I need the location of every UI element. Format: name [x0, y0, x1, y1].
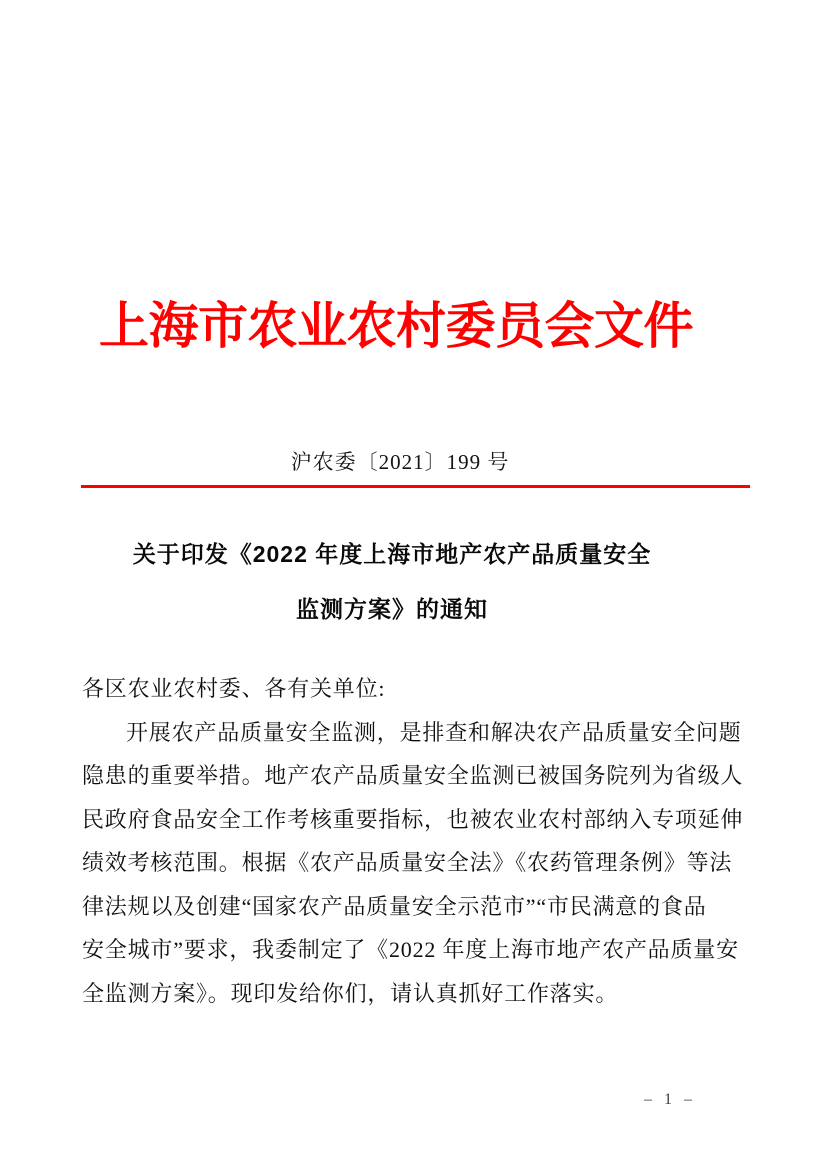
- body-line: 隐患的重要举措。地产农产品质量安全监测已被国务院列为省级人: [82, 763, 744, 788]
- body-line: 绩效考核范围。根据《农产品质量安全法》《农药管理条例》等法: [82, 850, 733, 875]
- document-number: 沪农委〔2021〕199 号: [290, 450, 510, 474]
- body-line: 全监测方案》。现印发给你们，请认真抓好工作落实。: [82, 980, 619, 1006]
- notice-title-line1: 关于印发《2022 年度上海市地产农产品质量安全: [132, 541, 652, 567]
- notice-title: [0, 527, 784, 637]
- body-line: 安全城市”要求，我委制定了《2022 年度上海市地产农产品质量安: [82, 937, 739, 962]
- body-line: 民政府食品安全工作考核重要指标，也被农业农村部纳入专项延伸: [82, 806, 744, 832]
- header-divider-line: [81, 485, 750, 488]
- document-body: [82, 667, 745, 1015]
- salutation-line: 各区农业农村委、各有关单位:: [82, 676, 386, 701]
- notice-title-line2: 监测方案》的通知: [296, 596, 488, 622]
- body-line: 开展农产品质量安全监测，是排查和解决农产品质量安全问题: [126, 719, 742, 745]
- body-line: 律法规以及创建“国家农产品质量安全示范市”“市民满意的食品: [82, 893, 707, 919]
- document-header-title: 上海市农业农村委员会文件: [99, 298, 693, 354]
- page-number: – 1 –: [644, 1091, 696, 1108]
